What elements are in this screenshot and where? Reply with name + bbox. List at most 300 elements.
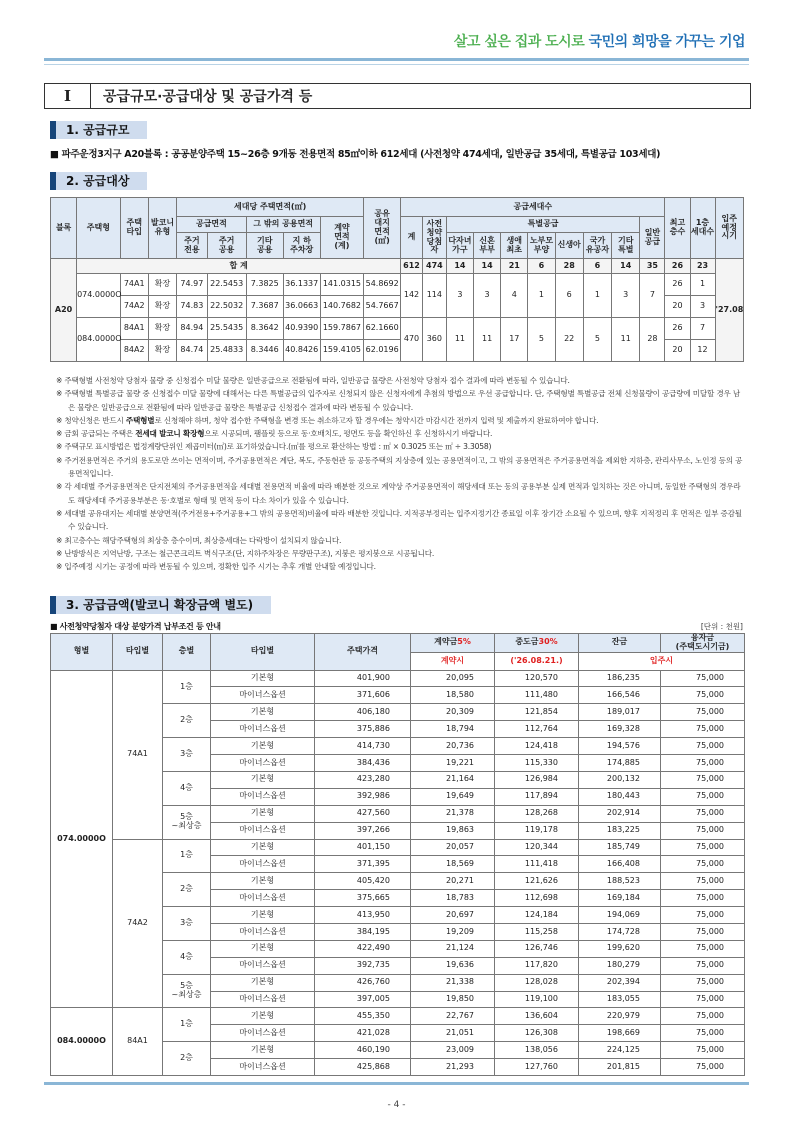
section-title: 2. 공급대상 [56, 172, 147, 190]
table-cell: 14 [446, 259, 473, 274]
loan-value: 75,000 [661, 738, 745, 755]
floor: 4층 [163, 771, 211, 805]
col-middle: 중도금30% [495, 634, 579, 653]
col-parking: 지 하 주차장 [283, 233, 320, 259]
balance-value: 194,069 [579, 907, 661, 924]
middle-value: 126,746 [495, 940, 579, 957]
col-total: 계 [401, 217, 423, 259]
deposit-value: 19,863 [411, 822, 495, 839]
balcony-type: 확장 [148, 274, 176, 296]
balance-value: 199,620 [579, 940, 661, 957]
table-cell: 5 [528, 318, 555, 362]
price-value: 397,266 [315, 822, 411, 839]
table-cell: 22.5032 [207, 296, 246, 318]
col-sp_elder: 노부모 부양 [528, 233, 555, 259]
header-row [51, 198, 744, 217]
supply-row [51, 318, 744, 340]
floor: 1층 [163, 670, 211, 704]
balance-value: 180,443 [579, 788, 661, 805]
col-top-floor: 최고 층수 [665, 198, 690, 259]
price-value: 422,490 [315, 940, 411, 957]
table-cell: 84.74 [177, 340, 207, 362]
deposit-value: 21,293 [411, 1059, 495, 1076]
table-cell: 142 [401, 274, 423, 318]
loan-value: 75,000 [661, 1042, 745, 1059]
table-cell: 35 [640, 259, 665, 274]
table-cell: 141.0315 [320, 274, 364, 296]
chapter-heading [44, 83, 751, 109]
table-cell: 4 [501, 274, 528, 318]
table-cell: 12 [690, 340, 715, 362]
type-code: 74A2 [113, 839, 163, 1008]
col-price: 주택가격 [315, 634, 411, 671]
col-deposit: 계약금5% [411, 634, 495, 653]
option-type: 마이너스옵션 [211, 991, 315, 1008]
col-sp_other: 기타 특별 [612, 233, 640, 259]
col-sp_newly: 신혼 부부 [474, 233, 501, 259]
middle-value: 119,178 [495, 822, 579, 839]
deposit-value: 23,009 [411, 1042, 495, 1059]
section-supply-scale [50, 121, 147, 139]
price-value: 401,900 [315, 670, 411, 687]
middle-value: 124,184 [495, 907, 579, 924]
loan-value: 75,000 [661, 839, 745, 856]
col-other: 기타 공용 [246, 233, 283, 259]
note-item: ※ 입주예정 시기는 공정에 따라 변동될 수 있으며, 정확한 입주 시기는 추후 개별 안내할 예정입니다. [56, 562, 376, 572]
floor: 2층 [163, 873, 211, 907]
deposit-value: 19,221 [411, 755, 495, 772]
middle-value: 117,894 [495, 788, 579, 805]
option-type: 기본형 [211, 907, 315, 924]
table-cell: 8.3446 [246, 340, 283, 362]
price-value: 397,005 [315, 991, 411, 1008]
table-cell: 62.0196 [364, 340, 401, 362]
balance-value: 186,235 [579, 670, 661, 687]
table-cell: 470 [401, 318, 423, 362]
balance-value: 194,576 [579, 738, 661, 755]
option-type: 기본형 [211, 805, 315, 822]
price-value: 426,760 [315, 974, 411, 991]
price-unit: [단위 : 천원] [700, 622, 743, 631]
price-value: 413,950 [315, 907, 411, 924]
loan-value: 75,000 [661, 873, 745, 890]
house-type: 074.0000O [51, 670, 113, 1008]
price-value: 371,606 [315, 687, 411, 704]
table-cell: 36.1337 [283, 274, 320, 296]
header-rule [44, 58, 749, 61]
table-cell: 6 [583, 259, 611, 274]
section-title: 3. 공급금액(발코니 확장금액 별도) [56, 596, 271, 614]
table-cell: 22.5453 [207, 274, 246, 296]
option-type: 마이너스옵션 [211, 788, 315, 805]
note-item: ※ 최고층수는 해당주택형의 최상층 층수이며, 최상층세대는 다락방이 설치되지 않습니다. [56, 535, 342, 545]
price-value: 371,395 [315, 856, 411, 873]
middle-value: 128,268 [495, 805, 579, 822]
floor: 3층 [163, 907, 211, 941]
col-sp_multi: 다자녀 가구 [446, 233, 473, 259]
middle-value: 121,626 [495, 873, 579, 890]
notes-list [56, 374, 746, 573]
note-item: ※ 주택형별 사전청약 당첨자 물량 중 신청접수 미달 물량은 일반공급으로 전환됨에 따라, 일반공급 물량은 사전청약 당첨자 접수 결과에 따라 변동될 수 있습니다. [56, 376, 570, 385]
deposit-value: 20,095 [411, 670, 495, 687]
price-value: 401,150 [315, 839, 411, 856]
price-row [51, 839, 745, 856]
table-cell: 140.7682 [320, 296, 364, 318]
option-type: 기본형 [211, 1042, 315, 1059]
col-supply-area: 공급면적 [177, 217, 247, 233]
table-cell: 84.94 [177, 318, 207, 340]
loan-value: 75,000 [661, 923, 745, 940]
total-row [51, 259, 744, 274]
type-code: 84A2 [120, 340, 148, 362]
table-cell: 22 [555, 318, 583, 362]
header-row [51, 634, 745, 653]
deposit-value: 19,850 [411, 991, 495, 1008]
col-household-group: 공급세대수 [401, 198, 665, 217]
deposit-percent: 5% [457, 637, 471, 647]
middle-value: 138,056 [495, 1042, 579, 1059]
table-cell: 17 [501, 318, 528, 362]
deposit-value: 20,736 [411, 738, 495, 755]
table-cell: 474 [422, 259, 446, 274]
table-cell: 11 [474, 318, 501, 362]
middle-percent: 30% [538, 637, 558, 647]
move-in-cell: '27.08 [715, 259, 743, 362]
table-cell: 159.7867 [320, 318, 364, 340]
loan-value: 75,000 [661, 822, 745, 839]
middle-value: 111,480 [495, 687, 579, 704]
table-cell: 6 [555, 274, 583, 318]
option-type: 마이너스옵션 [211, 822, 315, 839]
loan-value: 75,000 [661, 1025, 745, 1042]
table-cell: 7.3825 [246, 274, 283, 296]
price-row [51, 670, 745, 687]
option-type: 마이너스옵션 [211, 856, 315, 873]
deposit-value: 21,124 [411, 940, 495, 957]
loan-value: 75,000 [661, 974, 745, 991]
slogan-part1: 살고 싶은 집과 도시로 [453, 34, 589, 50]
deposit-value: 20,309 [411, 704, 495, 721]
balcony-type: 확장 [148, 296, 176, 318]
table-cell: 11 [446, 318, 473, 362]
note-item: ※ 주거전용면적은 주거의 용도로만 쓰이는 면적이며, 주거공용면적은 계단, 복도, 주동현관 등 공동주택의 지상층에 있는 공용면적이고, 그 밖의 공용면적은 주거공용면적을 제외한 지하층, 관리사무소, 노인정 등의 공용면적입니다. [56, 455, 743, 479]
header-rule-thin [44, 64, 749, 65]
price-value: 392,735 [315, 957, 411, 974]
table-cell: 7 [640, 274, 665, 318]
table-cell: 14 [612, 259, 640, 274]
floor: 3층 [163, 738, 211, 772]
section-title: 1. 공급규모 [56, 121, 147, 139]
loan-value: 75,000 [661, 771, 745, 788]
deposit-value: 21,164 [411, 771, 495, 788]
table-cell: 74.83 [177, 296, 207, 318]
balance-value: 183,055 [579, 991, 661, 1008]
deposit-value: 21,338 [411, 974, 495, 991]
col-other-common: 그 밖의 공용면적 [246, 217, 320, 233]
table-cell: 5 [583, 318, 611, 362]
balance-value: 169,328 [579, 721, 661, 738]
table-cell: 40.8426 [283, 340, 320, 362]
price-value: 460,190 [315, 1042, 411, 1059]
middle-value: 111,418 [495, 856, 579, 873]
type-code: 74A2 [120, 296, 148, 318]
price-table [50, 633, 745, 1076]
option-type: 마이너스옵션 [211, 687, 315, 704]
table-cell: 20 [665, 296, 690, 318]
table-cell: 7.3687 [246, 296, 283, 318]
type-code: 84A1 [120, 318, 148, 340]
price-value: 375,886 [315, 721, 411, 738]
table-cell: 6 [528, 259, 555, 274]
col-sp_national: 국가 유공자 [583, 233, 611, 259]
loan-value: 75,000 [661, 755, 745, 772]
table-cell: 54.7667 [364, 296, 401, 318]
table-cell: 40.9390 [283, 318, 320, 340]
col-sp_first: 생애 최초 [501, 233, 528, 259]
option-type: 마이너스옵션 [211, 721, 315, 738]
balance-value: 202,394 [579, 974, 661, 991]
slogan-part2: 국민의 희망을 가꾸는 기업 [588, 34, 745, 50]
table-cell: 26 [665, 274, 690, 296]
balance-value: 174,885 [579, 755, 661, 772]
table-cell: 1 [583, 274, 611, 318]
middle-value: 127,760 [495, 1059, 579, 1076]
balance-value: 198,669 [579, 1025, 661, 1042]
table-cell: 7 [690, 318, 715, 340]
col-contract-area: 계약 면적 (계) [320, 217, 364, 259]
table-cell: 74.97 [177, 274, 207, 296]
col-balcony: 발코니 유형 [148, 198, 176, 259]
loan-value: 75,000 [661, 1008, 745, 1025]
type-code: 84A1 [113, 1008, 163, 1076]
deposit-value: 21,378 [411, 805, 495, 822]
deposit-value: 21,051 [411, 1025, 495, 1042]
col-balance: 잔금 [579, 634, 661, 653]
col-floor: 층별 [163, 634, 211, 671]
price-row [51, 1008, 745, 1025]
middle-value: 136,604 [495, 1008, 579, 1025]
deposit-value: 20,057 [411, 839, 495, 856]
middle-value: 128,028 [495, 974, 579, 991]
balance-value: 220,979 [579, 1008, 661, 1025]
floor: 4층 [163, 940, 211, 974]
middle-value: 126,308 [495, 1025, 579, 1042]
price-value: 375,665 [315, 890, 411, 907]
price-value: 423,280 [315, 771, 411, 788]
option-type: 기본형 [211, 940, 315, 957]
house-type: 084.0000O [51, 1008, 113, 1076]
col-site-area: 공유 대지 면적 (㎡) [364, 198, 401, 259]
deposit-value: 19,649 [411, 788, 495, 805]
floor: 2층 [163, 704, 211, 738]
total-label: 합 계 [77, 259, 401, 274]
col-type: 형별 [51, 634, 113, 671]
note-item: ※ 주택규모 표시방법은 법정계량단위인 제곱미터(㎡)로 표기하였습니다.(㎡를 평으로 환산하는 방법 : ㎡ × 0.3025 또는 ㎡ ÷ 3.3058) [56, 442, 492, 452]
middle-value: 120,570 [495, 670, 579, 687]
option-type: 기본형 [211, 670, 315, 687]
option-type: 마이너스옵션 [211, 1059, 315, 1076]
loan-value: 75,000 [661, 1059, 745, 1076]
loan-value: 75,000 [661, 687, 745, 704]
note-item: ※ 금회 공급되는 주택은 전세대 발코니 확장형으로 시공되며, 팸플릿 등으로 동·호배치도, 평면도 등을 확인하신 후 신청하시기 바랍니다. [56, 429, 493, 439]
balance-value: 185,749 [579, 839, 661, 856]
deposit-value: 19,209 [411, 923, 495, 940]
col-type-code: 주택 타입 [120, 198, 148, 259]
middle-value: 121,854 [495, 704, 579, 721]
footer-rule [44, 1082, 749, 1085]
balcony-type: 확장 [148, 318, 176, 340]
deposit-value: 20,271 [411, 873, 495, 890]
balance-value: 166,546 [579, 687, 661, 704]
loan-value: 75,000 [661, 805, 745, 822]
page-number: - 4 - [387, 1100, 406, 1110]
loan-value: 75,000 [661, 704, 745, 721]
price-value: 421,028 [315, 1025, 411, 1042]
option-type: 기본형 [211, 974, 315, 991]
col-res_common: 주거 공용 [207, 233, 246, 259]
loan-value: 75,000 [661, 670, 745, 687]
table-cell: 11 [612, 318, 640, 362]
block-cell: A20 [51, 259, 77, 362]
col-type-code: 타입별 [113, 634, 163, 671]
balance-value: 174,728 [579, 923, 661, 940]
deposit-value: 22,767 [411, 1008, 495, 1025]
middle-value: 117,820 [495, 957, 579, 974]
option-type: 마이너스옵션 [211, 755, 315, 772]
loan-value: 75,000 [661, 940, 745, 957]
table-cell: 25.4833 [207, 340, 246, 362]
table-cell: 360 [422, 318, 446, 362]
table-cell: 25.5435 [207, 318, 246, 340]
balance-value: 180,279 [579, 957, 661, 974]
col-general: 일반 공급 [640, 217, 665, 259]
col-block: 블록 [51, 198, 77, 259]
section-supply-target [50, 172, 147, 190]
price-value: 392,986 [315, 788, 411, 805]
balcony-type: 확장 [148, 340, 176, 362]
balance-value: 183,225 [579, 822, 661, 839]
balance-value: 202,914 [579, 805, 661, 822]
price-value: 384,436 [315, 755, 411, 772]
price-value: 405,420 [315, 873, 411, 890]
loan-value: 75,000 [661, 907, 745, 924]
price-value: 455,350 [315, 1008, 411, 1025]
house-type: 084.0000O [77, 318, 121, 362]
floor: 2층 [163, 1042, 211, 1076]
middle-value: 126,984 [495, 771, 579, 788]
table-cell: 36.0663 [283, 296, 320, 318]
option-type: 기본형 [211, 839, 315, 856]
option-type: 기본형 [211, 704, 315, 721]
table-cell: 1 [690, 274, 715, 296]
middle-time: ('26.08.21.) [495, 652, 579, 670]
supply-table [50, 197, 744, 362]
house-type: 074.0000O [77, 274, 121, 318]
option-type: 마이너스옵션 [211, 890, 315, 907]
middle-value: 120,344 [495, 839, 579, 856]
middle-value: 115,258 [495, 923, 579, 940]
middle-value: 119,100 [495, 991, 579, 1008]
note-item: ※ 세대별 공유대지는 세대별 분양면적(주거전용+주거공용+그 밖의 공용면적)비율에 따라 배분한 것입니다. 지적공부정리는 입주지정기간 종료일 이후 장기간 소요될 수 있으며, 향후 지적정리 후 면적은 일부 증감될 수 있습니다. [56, 508, 742, 532]
loan-value: 75,000 [661, 991, 745, 1008]
option-type: 기본형 [211, 738, 315, 755]
note-emphasis: 전세대 발코니 확장형 [135, 429, 205, 439]
balance-value: 166,408 [579, 856, 661, 873]
col-area-group: 세대당 주택면적(㎡) [177, 198, 364, 217]
middle-value: 124,418 [495, 738, 579, 755]
col-option: 타입별 [211, 634, 315, 671]
table-cell: 28 [555, 259, 583, 274]
deposit-value: 19,636 [411, 957, 495, 974]
note-emphasis: 주택형별 [125, 415, 155, 425]
col-move-in: 입주 예정 시기 [715, 198, 743, 259]
slogan [454, 31, 745, 51]
middle-value: 112,698 [495, 890, 579, 907]
table-cell: 114 [422, 274, 446, 318]
table-cell: 23 [690, 259, 715, 274]
option-type: 기본형 [211, 873, 315, 890]
deposit-value: 18,794 [411, 721, 495, 738]
option-type: 마이너스옵션 [211, 923, 315, 940]
option-type: 기본형 [211, 1008, 315, 1025]
note-item: ※ 각 세대별 주거공용면적은 단지전체의 주거공용면적을 세대별 전용면적 비율에 따라 배분한 것으로 계약상 주거공용면적이 해당세대 또는 동의 공용부분 실제 면적과 일치하는 것은 아니며, 동일한 주택형의 경우라도 해당세대 주거공용부분은 동·호별로 형태 및 면적 등이 다소 차이가 있을 수 있습니다. [56, 482, 741, 505]
section-supply-price [50, 596, 271, 614]
table-cell: 612 [401, 259, 423, 274]
chapter-title: 공급규모·공급대상 및 공급가격 등 [103, 89, 313, 105]
price-value: 406,180 [315, 704, 411, 721]
loan-value: 75,000 [661, 856, 745, 873]
option-type: 기본형 [211, 771, 315, 788]
price-value: 384,195 [315, 923, 411, 940]
table-cell: 8.3642 [246, 318, 283, 340]
table-cell: 3 [446, 274, 473, 318]
col-special-group: 특별공급 [446, 217, 640, 233]
floor: 5층 ~최상층 [163, 805, 211, 839]
col-pre-subscription: 사전 청약 당첨 자 [422, 217, 446, 259]
table-cell: 54.8692 [364, 274, 401, 296]
loan-value: 75,000 [661, 721, 745, 738]
balance-value: 200,132 [579, 771, 661, 788]
table-cell: 20 [665, 340, 690, 362]
table-cell: 3 [612, 274, 640, 318]
note-item: ※ 청약신청은 반드시 주택형별로 신청해야 하며, 청약 접수한 주택형을 변경 또는 취소하고자 할 경우에는 청약시간 마감시간 전까지 입력 및 제출까지 완료하여야 합니다. [56, 415, 599, 425]
note-item: ※ 난방방식은 지역난방, 구조는 철근콘크리트 벽식구조(단, 지하주차장은 무량판구조), 지붕은 평지붕으로 시공됩니다. [56, 548, 435, 558]
table-cell: 159.4105 [320, 340, 364, 362]
option-type: 마이너스옵션 [211, 1025, 315, 1042]
chapter-number: I [45, 84, 91, 108]
col-type: 주택형 [77, 198, 121, 259]
balance-value: 201,815 [579, 1059, 661, 1076]
table-cell: 26 [665, 318, 690, 340]
option-type: 마이너스옵션 [211, 957, 315, 974]
loan-value: 75,000 [661, 957, 745, 974]
table-cell: 3 [690, 296, 715, 318]
table-cell: 26 [665, 259, 690, 274]
col-loan: 융자금 (주택도시기금) [661, 634, 745, 653]
type-code: 74A1 [113, 670, 163, 839]
deposit-value: 18,569 [411, 856, 495, 873]
middle-value: 115,330 [495, 755, 579, 772]
col-residential: 주거 전용 [177, 233, 207, 259]
deposit-value: 18,783 [411, 890, 495, 907]
table-cell: 21 [501, 259, 528, 274]
floor: 1층 [163, 1008, 211, 1042]
loan-value: 75,000 [661, 788, 745, 805]
balance-time: 입주시 [579, 652, 745, 670]
supply-row [51, 274, 744, 296]
loan-value: 75,000 [661, 890, 745, 907]
price-caption: ■ 사전청약당첨자 대상 분양가격 납부조건 등 안내 [50, 622, 221, 631]
